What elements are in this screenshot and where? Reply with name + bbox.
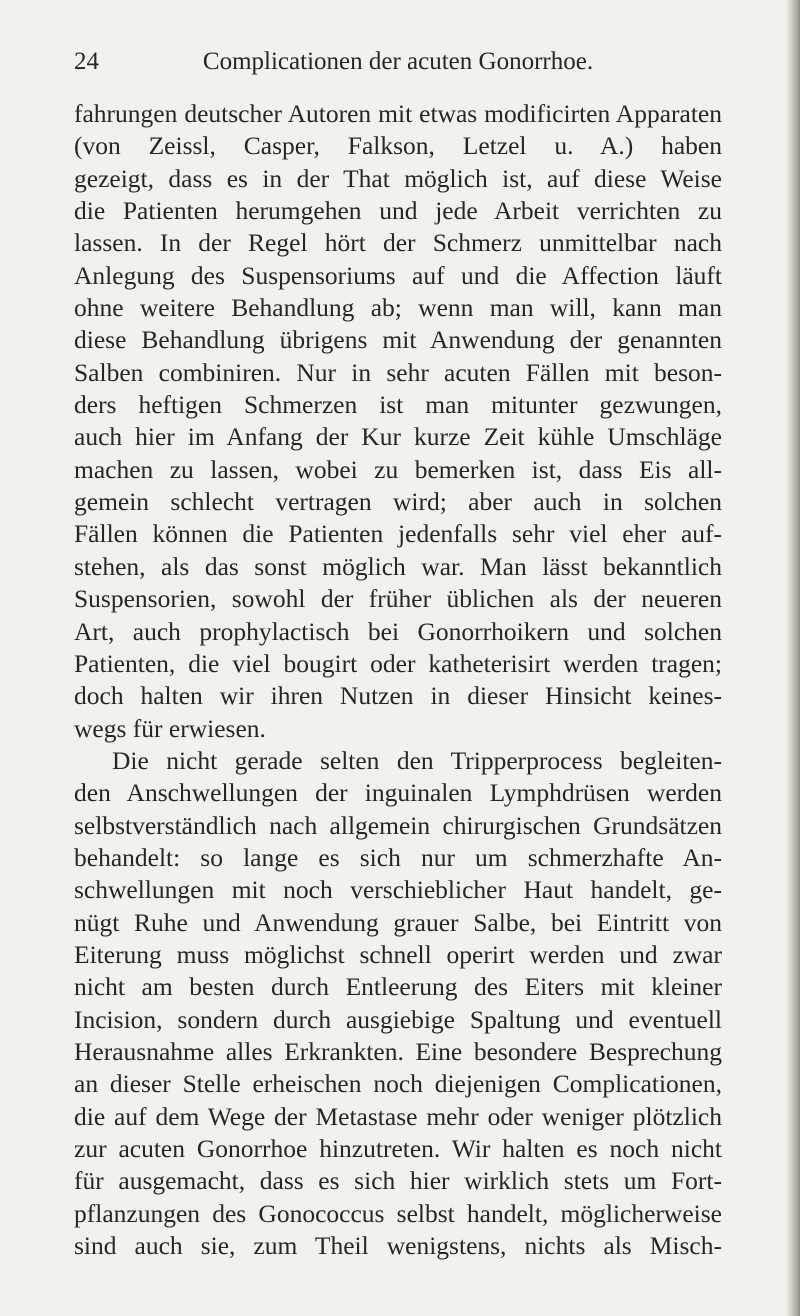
text-line: stehen, als das sonst möglich war. Man lässt bekanntlich	[74, 551, 722, 581]
text-line: Art, auch prophylactisch bei Gonorrhoikern und solchen	[74, 616, 722, 646]
text-line: zur acuten Gonorrhoe hinzutreten. Wir halten es noch nicht	[74, 1134, 722, 1163]
text-line: Suspensorien, sowohl der früher üblichen als der neueren	[74, 584, 722, 614]
text-line: Patienten, die viel bougirt oder katheterisirt werden tragen;	[74, 648, 722, 678]
text-line: selbstverständlich nach allgemein chirurgischen Grundsätzen	[74, 810, 722, 840]
text-line: für ausgemacht, dass es sich hier wirklich stets um Fort-	[74, 1166, 722, 1196]
text-line: die Patienten herumgehen und jede Arbeit verrichten zu	[74, 196, 722, 226]
text-line: schwellungen mit noch verschieblicher Haut handelt, ge-	[74, 875, 722, 905]
text-line: pflanzungen des Gonococcus selbst handelt, möglicherweise	[74, 1198, 722, 1228]
text-line: Fällen können die Patienten jedenfalls sehr viel eher auf-	[74, 519, 722, 549]
text-line: Salben combiniren. Nur in sehr acuten Fällen mit beson-	[74, 357, 722, 387]
page-edge-shadow	[786, 0, 800, 1316]
text-line: den Anschwellungen der inguinalen Lymphdrüsen werden	[74, 778, 722, 808]
text-line: die auf dem Wege der Metastase mehr oder weniger plötzlich	[74, 1101, 722, 1131]
text-line: sind auch sie, zum Theil wenigstens, nichts als Misch-	[74, 1231, 722, 1261]
text-line: gezeigt, dass es in der That möglich ist, auf diese Weise	[74, 163, 722, 193]
text-line: lassen. In der Regel hört der Schmerz unmittelbar nach	[74, 228, 722, 258]
text-line: Incision, sondern durch ausgiebige Spaltung und eventuell	[74, 1004, 722, 1034]
text-line: (von Zeissl, Casper, Falkson, Letzel u. A.) haben	[74, 131, 722, 161]
text-line: wegs für erwiesen.	[74, 713, 266, 743]
text-line: auch hier im Anfang der Kur kurze Zeit kühle Umschläge	[74, 422, 722, 452]
text-line: Eiterung muss möglichst schnell operirt werden und zwar	[74, 939, 722, 969]
text-line: ohne weitere Behandlung ab; wenn man will, kann man	[74, 293, 722, 323]
text-line: Die nicht gerade selten den Tripperprocess begleiten-	[112, 745, 722, 775]
text-line: gemein schlecht vertragen wird; aber auch in solchen	[74, 487, 722, 517]
text-line: nügt Ruhe und Anwendung grauer Salbe, bei Eintritt von	[74, 907, 722, 937]
page-number: 24	[74, 48, 99, 75]
page-header	[74, 48, 722, 82]
text-line: machen zu lassen, wobei zu bemerken ist, dass Eis all-	[74, 454, 722, 484]
text-line: behandelt: so lange es sich nur um schmerzhafte An-	[74, 842, 722, 872]
text-line: fahrungen deutscher Autoren mit etwas modificirten Apparaten	[74, 99, 722, 128]
text-line: nicht am besten durch Entleerung des Eiters mit kleiner	[74, 972, 722, 1002]
text-line: ders heftigen Schmerzen ist man mitunter gezwungen,	[74, 390, 722, 420]
text-line: Anlegung des Suspensoriums auf und die Affection läuft	[74, 260, 722, 290]
text-line: diese Behandlung übrigens mit Anwendung der genannten	[74, 325, 722, 355]
text-line: doch halten wir ihren Nutzen in dieser Hinsicht keines-	[74, 681, 722, 711]
running-title: Complicationen der acuten Gonorrhoe.	[202, 48, 594, 75]
text-line: an dieser Stelle erheischen noch diejenigen Complicationen,	[74, 1069, 722, 1099]
text-line: Herausnahme alles Erkrankten. Eine besondere Besprechung	[74, 1036, 722, 1066]
body-text	[74, 98, 722, 1262]
